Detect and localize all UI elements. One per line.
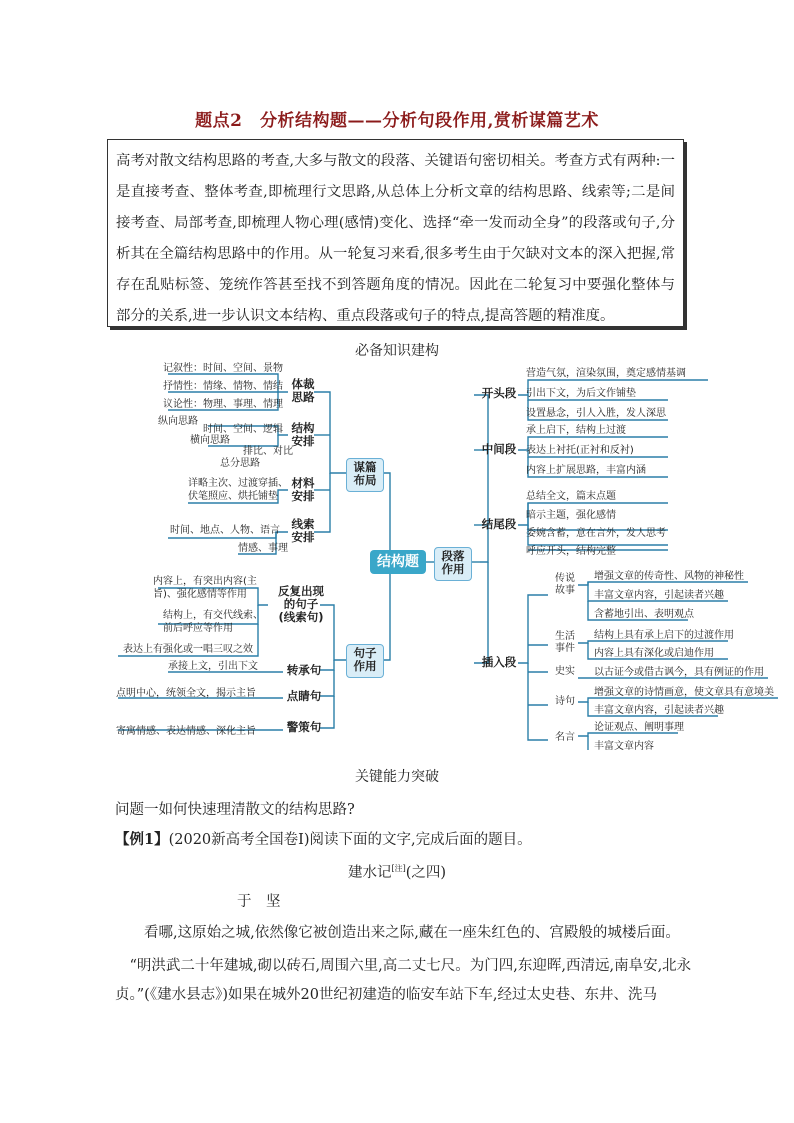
jiewei-item-1: 总结全文，篇末点题 [526, 491, 616, 502]
dianjing-item: 点明中心，统领全文，揭示主旨 [116, 688, 256, 699]
kaitou-item-2: 引出下文，为后文作铺垫 [526, 388, 636, 399]
node-dianjing: 点睛句 [286, 689, 322, 703]
kaitou-item-1: 营造气氛，渲染氛围，奠定感情基调 [526, 368, 686, 379]
example-line [115, 825, 695, 855]
intro-box: 高考对散文结构思路的考查,大多与散文的段落、关键语句密切相关。考查方式有两种:一是直接考查、整体考查,即梳理行文思路,从总体上分析文章的结构思路、线索等;二是间接考查、局部考查,即梳理人物心理(感情)变化、选择“牵一发而动全身”的段落或句子,分析其在全篇结构思路中的作用。从一轮复习来看,很多考生由于欠缺对文本的深入把握,常存在乱贴标签、笼统作答甚至找不到答题角度的情况。因此在二轮复习中要强化整体与部分的关系,进一步认识文本结构、重点段落或句子的特点,提高答题的精准度。 [107, 139, 684, 327]
mind-map [108, 360, 788, 750]
cailiao-item-2: 伏笔照应、烘托铺垫 [188, 491, 278, 502]
jiegou-item-2: 时间、空间、逻辑 [203, 424, 283, 435]
node-zhuancheng: 转承句 [286, 663, 322, 677]
article-note: [注] [391, 864, 406, 874]
node-jiegou-anpai: 结构 安排 [291, 421, 315, 448]
section-heading-ability: 关键能力突破 [355, 769, 439, 785]
shishi-item: 以古证今或借古讽今，具有例证的作用 [594, 667, 764, 678]
node-mingyan: 名言 [555, 732, 575, 743]
shenghuo-item-1: 结构上具有承上启下的过渡作用 [594, 630, 734, 641]
node-shishi: 史实 [555, 666, 575, 677]
article-author: 于 坚 [237, 894, 281, 910]
article-title [0, 861, 794, 882]
fufu-item-4: 前后呼应等作用 [163, 623, 233, 634]
page-title: 题点2 分析结构题——分析句段作用,赏析谋篇艺术 [195, 111, 599, 131]
xiansuo-item-1: 时间、地点、人物、语言 [170, 525, 280, 536]
mingyan-item-1: 论证观点、阐明事理 [594, 722, 684, 733]
fufu-item-3: 结构上，有交代线索、 [163, 610, 263, 621]
jiewei-item-3: 委婉含蓄，意在言外，发人思考 [526, 528, 666, 539]
article-part: (之四) [405, 865, 447, 881]
jiegou-item-3: 横向思路 [190, 435, 230, 446]
fufu-item-2: 旨)、强化感情等作用 [153, 589, 247, 600]
node-fufu-juzi: 反复出现 的句子 (线索句) [278, 584, 324, 624]
zhongjian-item-1: 承上启下，结构上过渡 [526, 425, 626, 436]
node-zhongjian: 中间段 [481, 442, 517, 456]
node-xiansuo-anpai: 线索 安排 [291, 517, 315, 544]
shenghuo-item-2: 内容上具有深化或启迪作用 [594, 648, 714, 659]
node-ticai-silu: 体裁 思路 [291, 377, 315, 404]
jiegou-item-4: 排比、对比 [243, 446, 293, 457]
mind-map-center: 结构题 [370, 550, 426, 574]
chuanshuo-item-3: 含蓄地引出、表明观点 [594, 609, 694, 620]
tikai-item-3: 议论性：物理、事理、情理 [163, 399, 283, 410]
question-line: 问题一如何快速理清散文的结构思路? [115, 802, 355, 818]
shiju-item-2: 丰富文章内容，引起读者兴趣 [594, 705, 724, 716]
kaitou-item-3: 设置悬念，引人入胜，发人深思 [526, 408, 666, 419]
zhongjian-item-2: 表达上衬托(正衬和反衬) [526, 445, 634, 456]
section-heading-knowledge: 必备知识建构 [355, 343, 439, 359]
node-shenghuo: 生活 事件 [555, 631, 575, 654]
node-shiju: 诗句 [555, 696, 575, 707]
jiewei-item-4: 呼应开头，结构完整 [526, 546, 616, 557]
tikai-item-1: 记叙性：时间、空间、景物 [163, 363, 283, 374]
node-duanluo-zuoyong: 段落 作用 [434, 547, 472, 581]
node-charu: 插入段 [481, 655, 517, 669]
node-jiewei: 结尾段 [481, 517, 517, 531]
node-moupian-buju: 谋篇 布局 [346, 458, 384, 492]
chuanshuo-item-1: 增强文章的传奇性、风物的神秘性 [594, 571, 744, 582]
fufu-item-5: 表达上有强化或一唱三叹之效 [123, 644, 253, 655]
node-juzi-zuoyong: 句子 作用 [346, 644, 384, 678]
shiju-item-1: 增强文章的诗情画意，使文章具有意境美 [594, 687, 774, 698]
node-kaitou: 开头段 [481, 386, 517, 400]
zhongjian-item-3: 内容上扩展思路，丰富内涵 [526, 465, 646, 476]
node-chuanshuo: 传说 故事 [555, 573, 575, 596]
chuanshuo-item-2: 丰富文章内容，引起读者兴趣 [594, 590, 724, 601]
example-text: (2020新高考全国卷Ⅰ)阅读下面的文字,完成后面的题目。 [168, 832, 532, 848]
jiewei-item-2: 暗示主题，强化感情 [526, 510, 616, 521]
zhuancheng-item: 承接上文，引出下文 [168, 661, 258, 672]
paragraph-1: 看哪,这原始之城,依然像它被创造出来之际,藏在一座朱红色的、宫殿般的城楼后面。 [144, 925, 680, 941]
node-cailiao-anpai: 材料 安排 [291, 476, 315, 503]
cailiao-item-1: 详略主次、过渡穿插、 [188, 478, 288, 489]
example-label: 【例1】 [115, 831, 169, 848]
article-title-text: 建水记 [347, 865, 392, 881]
tikai-item-2: 抒情性：情缘、情物、情结 [163, 381, 283, 392]
node-jingce: 警策句 [286, 720, 322, 734]
jiegou-item-1: 纵向思路 [158, 416, 198, 427]
jiegou-item-5: 总分思路 [220, 458, 260, 469]
xiansuo-item-2: 情感、事理 [238, 543, 288, 554]
mingyan-item-2: 丰富文章内容 [594, 741, 654, 752]
paragraph-2: “明洪武二十年建城,砌以砖石,周围六里,高二丈七尺。为门四,东迎晖,西清远,南阜安,北永贞。”(《建水县志》)如果在城外20世纪初建造的临安车站下车,经过太史巷、东井、洗马 [115, 958, 692, 1003]
jingce-item: 寄寓情感、表达情感、深化主旨 [116, 726, 256, 737]
fufu-item-1: 内容上，有突出内容(主 [153, 576, 257, 587]
